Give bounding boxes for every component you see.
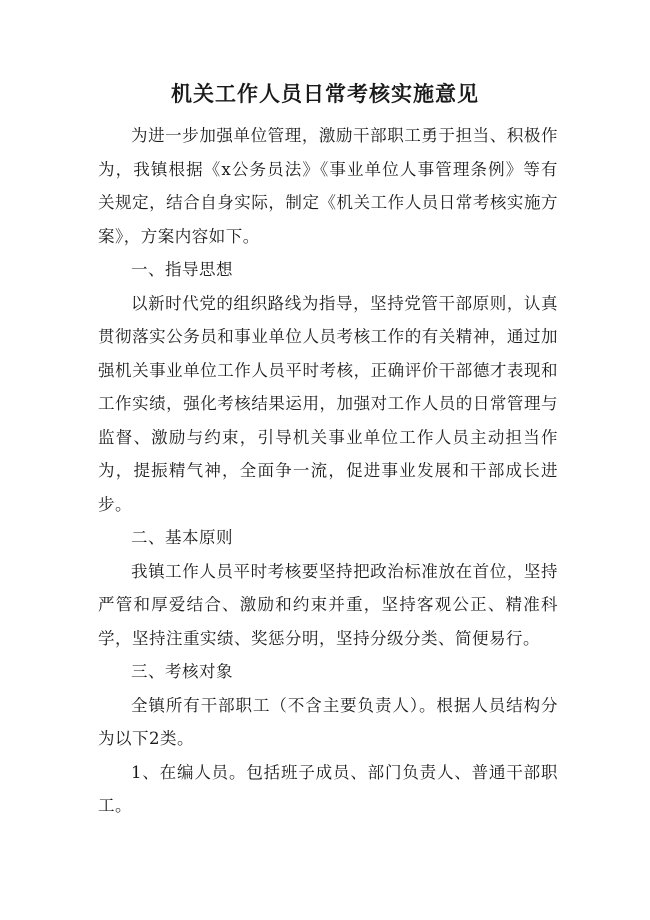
section-heading-guiding-ideology: 一、指导思想: [131, 260, 233, 279]
section-heading-assessment-targets: 三、考核对象: [131, 662, 233, 681]
guiding-ideology-paragraph: 以新时代党的组织路线为指导，坚持党管干部原则，认真贯彻落实公务员和事业单位人员考核工作的有关精神，通过加强机关事业单位工作人员平时考核，正确评价干部德才表现和工作实绩，强化考核结果运用，加强对工作人员的日常管理与监督、激励与约束，引导机关事业单位工作人员主动担当作为，提振精气神，全面争一流，促进事业发展和干部成长进步。: [98, 293, 558, 514]
document-title: 机关工作人员日常考核实施意见: [171, 82, 479, 106]
assessment-targets-paragraph: 全镇所有干部职工（不含主要负责人）。根据人员结构分为以下2类。: [98, 695, 558, 748]
section-heading-basic-principles: 二、基本原则: [131, 528, 233, 547]
document-body: [98, 119, 558, 823]
basic-principles-paragraph: 我镇工作人员平时考核要坚持把政治标准放在首位，坚持严管和厚爱结合、激励和约束并重，坚持客观公正、精准科学，坚持注重实绩、奖惩分明，坚持分级分类、简便易行。: [98, 561, 558, 648]
staff-category-item: 1、在编人员。包括班子成员、部门负责人、普通干部职工。: [98, 762, 558, 815]
intro-paragraph: 为进一步加强单位管理，激励干部职工勇于担当、积极作为，我镇根据《x公务员法》《事业单位人事管理条例》等有关规定，结合自身实际，制定《机关工作人员日常考核实施方案》，方案内容如下。: [98, 126, 558, 246]
